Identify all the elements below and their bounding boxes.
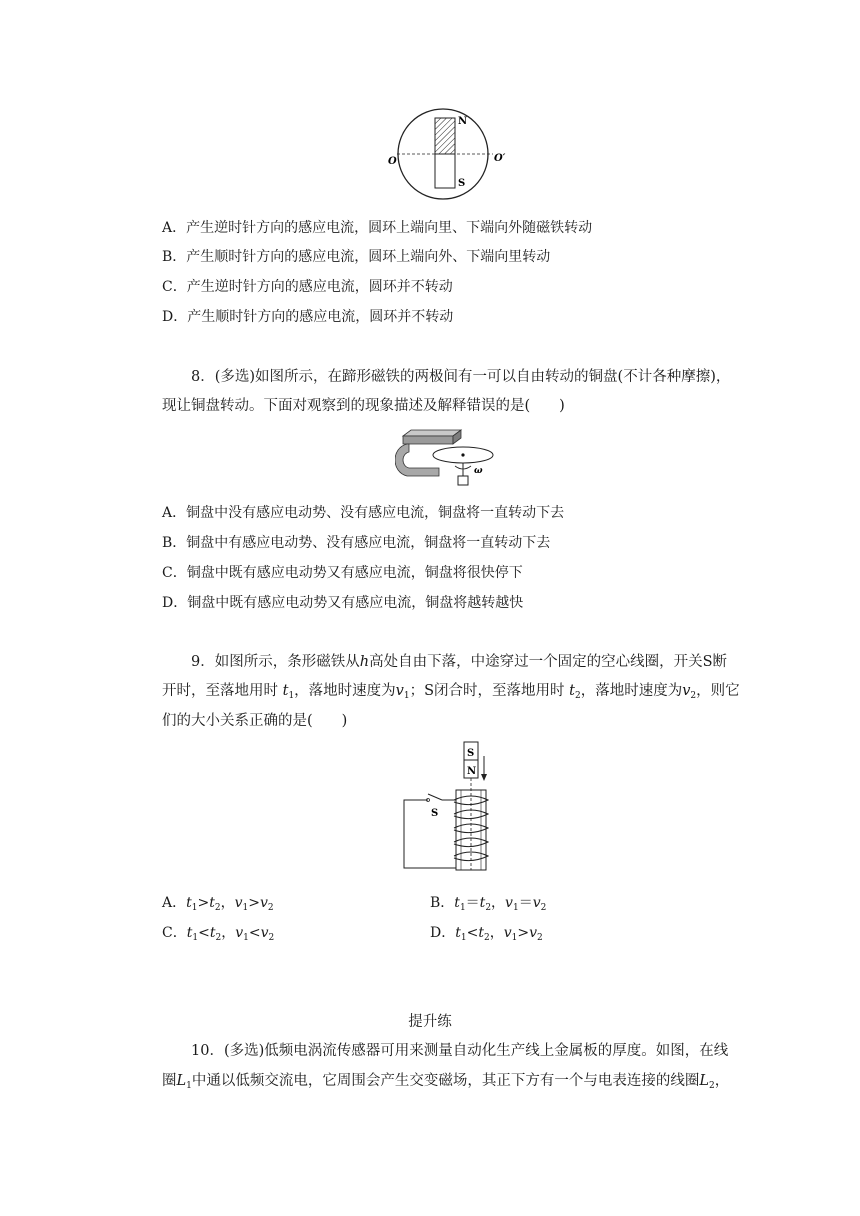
q8-stem-line2: 现让铜盘转动。下面对观察到的现象描述及解释错误的是( ) <box>162 398 565 414</box>
omega-label: ω <box>474 466 483 476</box>
q7-option-c: C．产生逆时针方向的感应电流，圆环并不转动 <box>162 279 453 295</box>
disc-center-dot <box>461 453 464 456</box>
q8-option-b: B．铜盘中有感应电动势、没有感应电流，铜盘将一直转动下去 <box>162 535 551 551</box>
q7-option-d: D．产生顺时针方向的感应电流，圆环并不转动 <box>162 309 454 325</box>
q9-option-b: B．$t_1=t_2$，$v_1=v_2$ <box>430 895 547 913</box>
axis-o-label: O <box>388 156 397 167</box>
q7-option-b: B．产生顺时针方向的感应电流，圆环上端向外、下端向里转动 <box>162 249 551 265</box>
ring-magnet-figure <box>385 100 510 205</box>
north-label: N <box>458 116 468 127</box>
q10-stem-line1: 10．(多选)低频电涡流传感器可用来测量自动化生产线上金属板的厚度。如图，在线 <box>191 1043 729 1059</box>
horseshoe-disc-figure <box>395 428 505 492</box>
horseshoe-body <box>395 444 439 476</box>
q8-option-a: A．铜盘中没有感应电动势、没有感应电流，铜盘将一直转动下去 <box>162 505 565 521</box>
magnet-north-half <box>435 118 455 154</box>
q8-stem-line1: 8．(多选)如图所示，在蹄形磁铁的两极间有一可以自由转动的铜盘(不计各种摩擦)， <box>191 369 731 385</box>
q9-option-a: A．$t_1>t_2$，$v_1>v_2$ <box>162 895 274 913</box>
q9-stem-line1: 9．如图所示，条形磁铁从h高处自由下落，中途穿过一个固定的空心线圈，开关S断 <box>191 654 728 670</box>
section-title: 提升练 <box>408 1014 452 1030</box>
q9-option-c: C．$t_1<t_2$，$v_1<v_2$ <box>162 925 275 943</box>
south-label: S <box>458 178 466 189</box>
magnet-s-label: S <box>467 748 475 759</box>
handle-box <box>458 476 468 485</box>
q8-option-d: D．铜盘中既有感应电动势又有感应电流，铜盘将越转越快 <box>162 595 524 611</box>
switch-label: S <box>431 808 439 819</box>
q9-stem-line2: 开时，至落地用时 $t_1$，落地时速度为$v_1$；S闭合时，至落地用时 $t_2$，落地时速度为$v_2$，则它 <box>162 683 740 701</box>
switch-blade <box>428 794 442 800</box>
q9-stem-line3: 们的大小关系正确的是( ) <box>162 713 348 729</box>
falling-arrow-head <box>481 774 487 781</box>
q9-option-d: D．$t_1<t_2$，$v_1>v_2$ <box>430 925 543 943</box>
q7-option-a: A．产生逆时针方向的感应电流，圆环上端向里、下端向外随磁铁转动 <box>162 220 593 236</box>
q8-option-c: C．铜盘中既有感应电动势又有感应电流，铜盘将很快停下 <box>162 565 523 581</box>
q10-stem-line2: 圈$L_1$中通以低频交流电，它周围会产生交变磁场，其正下方有一个与电表连接的线圈$L_2$， <box>162 1073 730 1091</box>
axis-o-prime-label: O′ <box>494 153 506 164</box>
coil-magnet-figure <box>398 738 498 878</box>
magnet-south-half <box>435 154 455 188</box>
magnet-n-label: N <box>467 766 477 777</box>
magnet-top-face <box>403 430 461 436</box>
